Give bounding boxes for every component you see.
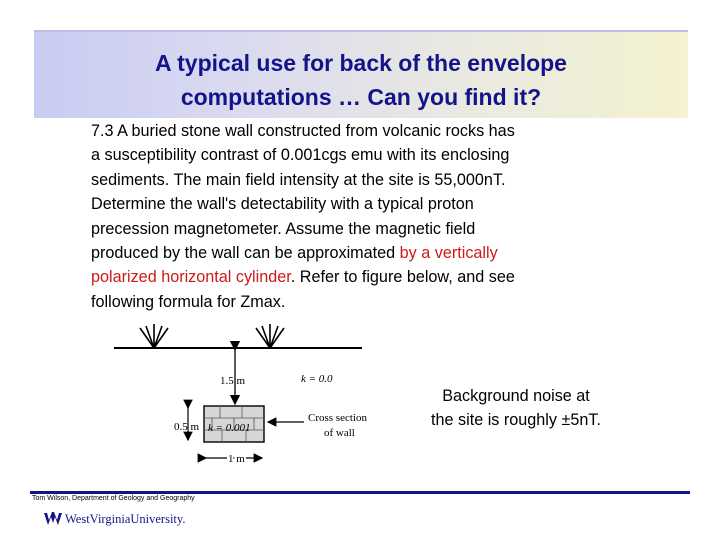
wvu-logo-icon xyxy=(44,511,62,527)
k-upper-label: k = 0.0 xyxy=(301,373,333,385)
highlight-text-2: polarized horizontal cylinder xyxy=(91,268,291,287)
problem-line-4: Determine the wall's detectability with a typical proton xyxy=(91,195,474,214)
problem-text xyxy=(91,119,631,314)
plant-icon xyxy=(256,324,284,348)
depth-label: 1.5 m xyxy=(220,375,246,387)
author-credit: Tom Wilson, Department of Geology and Geography xyxy=(32,495,195,502)
logo-text: WestVirginiaUniversity. xyxy=(65,511,186,526)
wall-cross-section-figure xyxy=(96,318,386,470)
slide-title xyxy=(34,46,688,114)
problem-line-2: a susceptibility contrast of 0.001cgs emu with its enclosing xyxy=(91,146,510,165)
noise-note xyxy=(400,384,632,433)
noise-line-1: Background noise at xyxy=(442,387,590,405)
k-wall-label: k = 0.001 xyxy=(208,422,251,434)
noise-line-2: the site is roughly ±5nT. xyxy=(431,411,601,430)
title-line-1: A typical use for back of the envelope xyxy=(155,50,567,76)
problem-line-8: following formula for Zmax. xyxy=(91,292,286,311)
problem-line-3: sediments. The main field intensity at the site is 55,000nT. xyxy=(91,170,506,189)
problem-line-6-plain: produced by the wall can be approximated xyxy=(91,244,400,263)
width-label: 1 m xyxy=(228,453,245,465)
cross-section-label-1: Cross section xyxy=(308,412,367,424)
title-line-2: computations … Can you find it? xyxy=(180,84,542,110)
problem-line-6 xyxy=(91,241,631,265)
plant-icon xyxy=(140,324,168,348)
highlight-text-1: by a vertically xyxy=(399,244,498,263)
footer-rule xyxy=(30,491,690,494)
cross-section-label-2: of wall xyxy=(324,427,355,439)
problem-line-5: precession magnetometer. Assume the magnetic field xyxy=(91,219,476,238)
height-label: 0.5 m xyxy=(174,421,200,433)
problem-line-7 xyxy=(91,265,631,289)
university-logo xyxy=(44,508,185,530)
problem-line-1: 7.3 A buried stone wall constructed from volcanic rocks has xyxy=(91,122,515,140)
problem-line-7-plain: . Refer to figure below, and see xyxy=(290,268,515,287)
